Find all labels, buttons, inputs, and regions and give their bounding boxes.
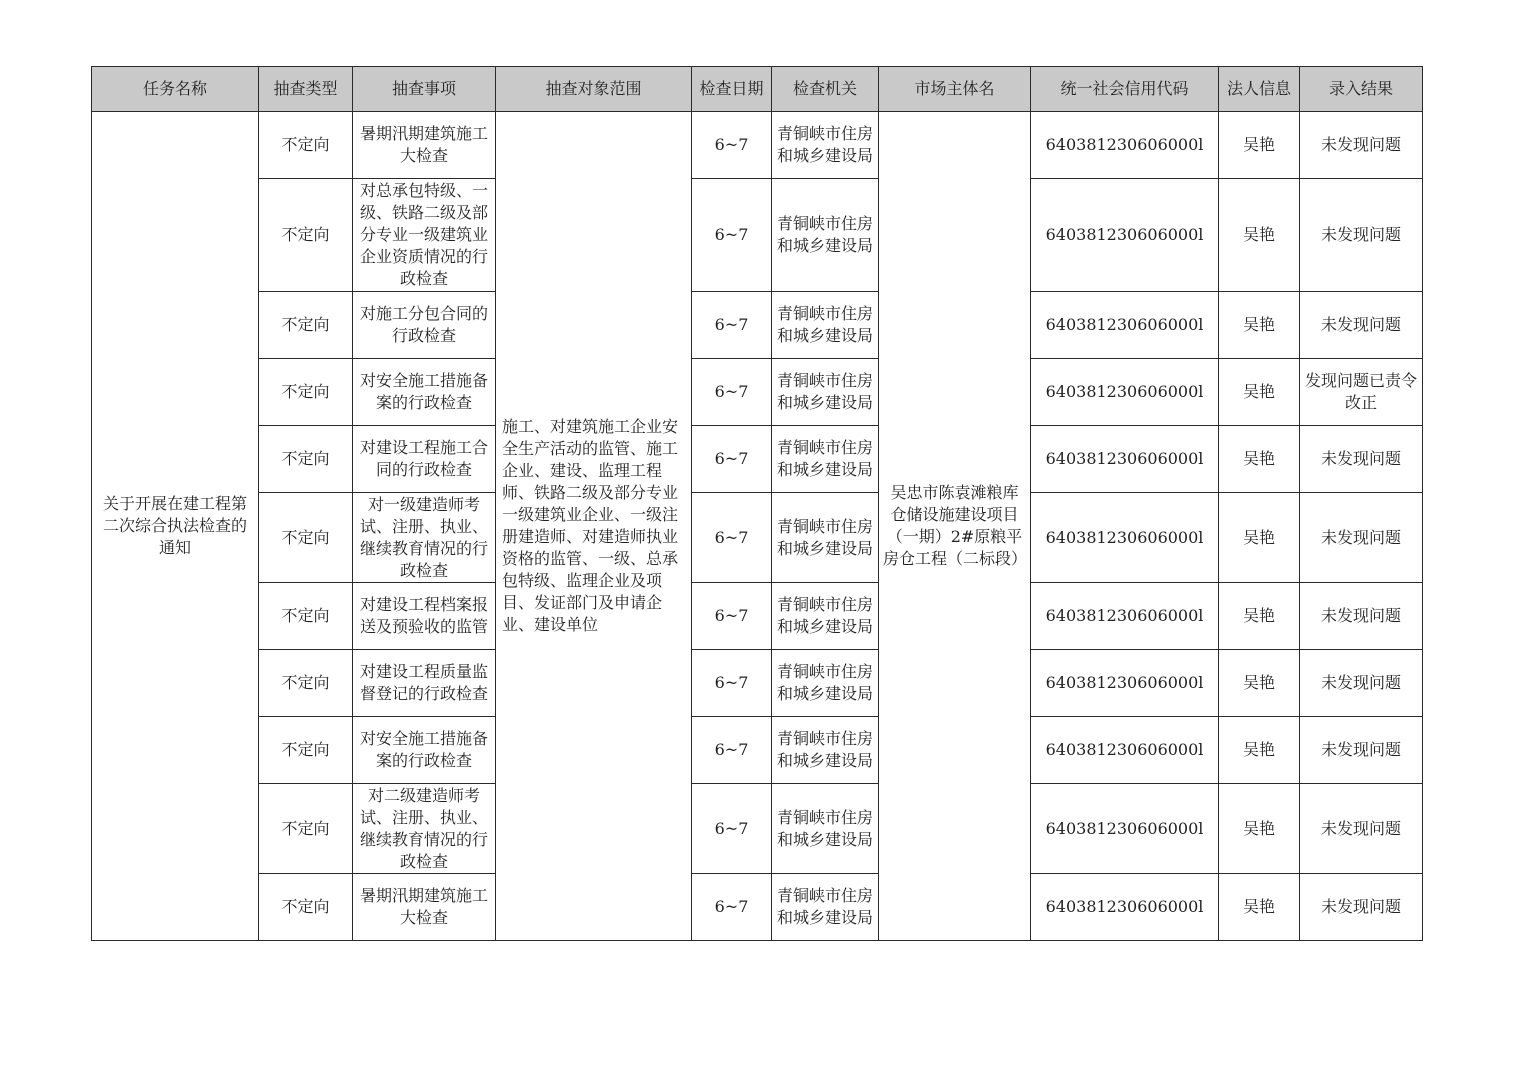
header-task-name: 任务名称 — [92, 67, 259, 112]
legal-person-cell: 吴艳 — [1219, 359, 1300, 426]
header-legal-person: 法人信息 — [1219, 67, 1300, 112]
check-type-cell: 不定向 — [259, 112, 353, 179]
agency-cell: 青铜峡市住房和城乡建设局 — [772, 583, 879, 650]
legal-person-cell: 吴艳 — [1219, 874, 1300, 941]
result-cell: 未发现问题 — [1300, 292, 1423, 359]
agency-cell: 青铜峡市住房和城乡建设局 — [772, 292, 879, 359]
result-cell: 发现问题已责令改正 — [1300, 359, 1423, 426]
credit-code-cell: 640381230606000l — [1031, 112, 1219, 179]
header-check-item: 抽查事项 — [353, 67, 496, 112]
check-type-cell: 不定向 — [259, 874, 353, 941]
result-cell: 未发现问题 — [1300, 650, 1423, 717]
table-row — [92, 784, 1423, 874]
legal-person-cell: 吴艳 — [1219, 493, 1300, 583]
table-row — [92, 650, 1423, 717]
check-date-cell: 6~7 — [692, 426, 772, 493]
table-row — [92, 426, 1423, 493]
result-cell: 未发现问题 — [1300, 874, 1423, 941]
legal-person-cell: 吴艳 — [1219, 583, 1300, 650]
check-item-cell: 对建设工程档案报送及预验收的监管 — [353, 583, 496, 650]
check-item-cell: 暑期汛期建筑施工大检查 — [353, 112, 496, 179]
credit-code-cell: 640381230606000l — [1031, 292, 1219, 359]
result-cell: 未发现问题 — [1300, 583, 1423, 650]
credit-code-cell: 640381230606000l — [1031, 650, 1219, 717]
check-date-cell: 6~7 — [692, 650, 772, 717]
check-type-cell: 不定向 — [259, 784, 353, 874]
legal-person-cell: 吴艳 — [1219, 717, 1300, 784]
check-date-cell: 6~7 — [692, 717, 772, 784]
table-row — [92, 179, 1423, 292]
check-date-cell: 6~7 — [692, 493, 772, 583]
header-result: 录入结果 — [1300, 67, 1423, 112]
header-row — [92, 67, 1423, 112]
check-date-cell: 6~7 — [692, 784, 772, 874]
agency-cell: 青铜峡市住房和城乡建设局 — [772, 359, 879, 426]
credit-code-cell: 640381230606000l — [1031, 784, 1219, 874]
check-date-cell: 6~7 — [692, 583, 772, 650]
table-row — [92, 874, 1423, 941]
header-market-entity: 市场主体名 — [879, 67, 1031, 112]
table-row — [92, 583, 1423, 650]
check-type-cell: 不定向 — [259, 583, 353, 650]
check-item-cell: 对安全施工措施备案的行政检查 — [353, 717, 496, 784]
legal-person-cell: 吴艳 — [1219, 179, 1300, 292]
credit-code-cell: 640381230606000l — [1031, 874, 1219, 941]
check-date-cell: 6~7 — [692, 112, 772, 179]
credit-code-cell: 640381230606000l — [1031, 179, 1219, 292]
agency-cell: 青铜峡市住房和城乡建设局 — [772, 179, 879, 292]
check-type-cell: 不定向 — [259, 717, 353, 784]
table-row — [92, 359, 1423, 426]
check-item-cell: 对施工分包合同的行政检查 — [353, 292, 496, 359]
result-cell: 未发现问题 — [1300, 717, 1423, 784]
result-cell: 未发现问题 — [1300, 426, 1423, 493]
table-row — [92, 112, 1423, 179]
legal-person-cell: 吴艳 — [1219, 112, 1300, 179]
market-entity-cell: 吴忠市陈袁滩粮库仓储设施建设项目（一期）2#原粮平房仓工程（二标段） — [879, 112, 1031, 941]
agency-cell: 青铜峡市住房和城乡建设局 — [772, 493, 879, 583]
task-name-cell: 关于开展在建工程第二次综合执法检查的通知 — [92, 112, 259, 941]
check-date-cell: 6~7 — [692, 874, 772, 941]
check-item-cell: 对建设工程质量监督登记的行政检查 — [353, 650, 496, 717]
result-cell: 未发现问题 — [1300, 784, 1423, 874]
result-cell: 未发现问题 — [1300, 112, 1423, 179]
check-date-cell: 6~7 — [692, 179, 772, 292]
result-cell: 未发现问题 — [1300, 493, 1423, 583]
table-row — [92, 717, 1423, 784]
header-check-type: 抽查类型 — [259, 67, 353, 112]
check-date-cell: 6~7 — [692, 292, 772, 359]
check-type-cell: 不定向 — [259, 650, 353, 717]
header-agency: 检查机关 — [772, 67, 879, 112]
agency-cell: 青铜峡市住房和城乡建设局 — [772, 426, 879, 493]
check-item-cell: 对安全施工措施备案的行政检查 — [353, 359, 496, 426]
credit-code-cell: 640381230606000l — [1031, 583, 1219, 650]
agency-cell: 青铜峡市住房和城乡建设局 — [772, 112, 879, 179]
agency-cell: 青铜峡市住房和城乡建设局 — [772, 717, 879, 784]
check-type-cell: 不定向 — [259, 292, 353, 359]
check-item-cell: 暑期汛期建筑施工大检查 — [353, 874, 496, 941]
table-row — [92, 292, 1423, 359]
header-credit-code: 统一社会信用代码 — [1031, 67, 1219, 112]
legal-person-cell: 吴艳 — [1219, 650, 1300, 717]
check-type-cell: 不定向 — [259, 426, 353, 493]
credit-code-cell: 640381230606000l — [1031, 359, 1219, 426]
legal-person-cell: 吴艳 — [1219, 784, 1300, 874]
check-item-cell: 对建设工程施工合同的行政检查 — [353, 426, 496, 493]
result-cell: 未发现问题 — [1300, 179, 1423, 292]
table-row — [92, 493, 1423, 583]
credit-code-cell: 640381230606000l — [1031, 717, 1219, 784]
target-scope-cell: 施工、对建筑施工企业安全生产活动的监管、施工企业、建设、监理工程师、铁路二级及部分专业一级建筑业企业、一级注册建造师、对建造师执业资格的监管、一级、总承包特级、监理企业及项目、发证部门及申请企业、建设单位 — [496, 112, 692, 941]
inspection-table — [91, 66, 1423, 941]
check-item-cell: 对一级建造师考试、注册、执业、继续教育情况的行政检查 — [353, 493, 496, 583]
header-target-scope: 抽查对象范围 — [496, 67, 692, 112]
check-type-cell: 不定向 — [259, 179, 353, 292]
legal-person-cell: 吴艳 — [1219, 426, 1300, 493]
agency-cell: 青铜峡市住房和城乡建设局 — [772, 874, 879, 941]
check-type-cell: 不定向 — [259, 493, 353, 583]
header-check-date: 检查日期 — [692, 67, 772, 112]
check-item-cell: 对二级建造师考试、注册、执业、继续教育情况的行政检查 — [353, 784, 496, 874]
agency-cell: 青铜峡市住房和城乡建设局 — [772, 784, 879, 874]
agency-cell: 青铜峡市住房和城乡建设局 — [772, 650, 879, 717]
check-type-cell: 不定向 — [259, 359, 353, 426]
credit-code-cell: 640381230606000l — [1031, 493, 1219, 583]
credit-code-cell: 640381230606000l — [1031, 426, 1219, 493]
check-date-cell: 6~7 — [692, 359, 772, 426]
legal-person-cell: 吴艳 — [1219, 292, 1300, 359]
check-item-cell: 对总承包特级、一级、铁路二级及部分专业一级建筑业企业资质情况的行政检查 — [353, 179, 496, 292]
